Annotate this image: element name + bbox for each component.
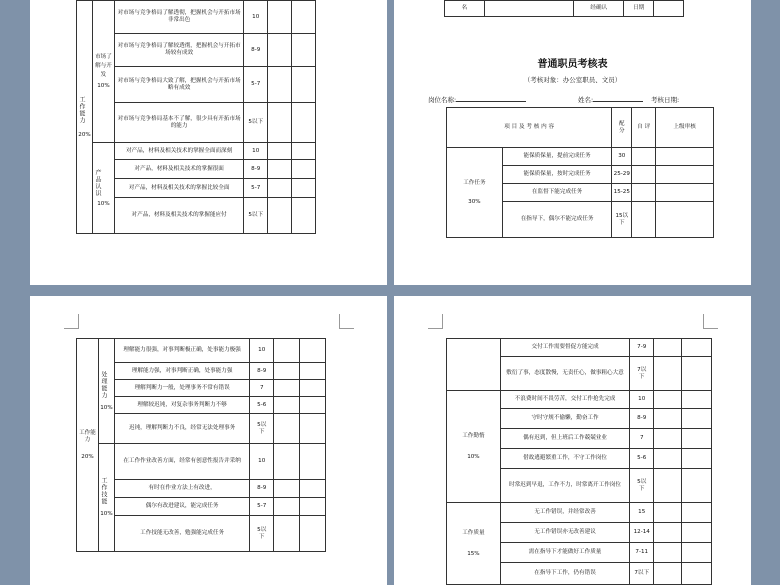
superior-review-cell[interactable]: [292, 67, 316, 103]
continuation-cell: [447, 339, 501, 391]
superior-review-cell[interactable]: [682, 429, 712, 449]
superior-review-cell[interactable]: [300, 380, 326, 397]
criteria-text: 对产品，材料及相关技术的掌握能应付: [114, 198, 243, 234]
superior-review-cell[interactable]: [292, 103, 316, 143]
superior-review-cell[interactable]: [682, 449, 712, 469]
crop-mark: [703, 314, 718, 329]
category-product: 产品认识 10%: [92, 143, 114, 234]
score-range: 15: [630, 503, 654, 523]
header-items: 项 目 及 考 核 内 容: [447, 108, 612, 148]
criteria-text: 在监督下能完成任务: [502, 184, 612, 202]
superior-review-cell[interactable]: [300, 444, 326, 480]
superior-review-cell[interactable]: [300, 480, 326, 498]
crop-mark: [339, 314, 354, 329]
date-value-cell[interactable]: [654, 1, 684, 17]
self-eval-cell[interactable]: [654, 523, 682, 543]
score-range: 8-9: [250, 363, 274, 380]
criteria-text: 对市场与竞争格局基本不了解，很少具有开拓市场的能力: [114, 103, 243, 143]
superior-review-cell[interactable]: [292, 160, 316, 179]
eval-date-line: [651, 95, 679, 104]
criteria-text: 在工作作业改善方面，经常有创意性报告并采纳: [114, 444, 249, 480]
self-eval-cell[interactable]: [654, 503, 682, 523]
self-eval-cell[interactable]: [632, 148, 656, 166]
superior-review-cell[interactable]: [292, 1, 316, 34]
score-range: 8-9: [630, 409, 654, 429]
criteria-text: 偶尔有改进建议，能完成任务: [114, 498, 249, 516]
superior-review-cell[interactable]: [682, 409, 712, 429]
score-range: 5-7: [244, 67, 268, 103]
header-score: 配分: [612, 108, 632, 148]
score-range: 5以下: [630, 469, 654, 503]
self-eval-cell[interactable]: [274, 498, 300, 516]
criteria-text: 理解判断力一般，处理事务不常有错误: [114, 380, 249, 397]
superior-review-cell[interactable]: [300, 339, 326, 363]
score-range: 10: [250, 444, 274, 480]
self-eval-cell[interactable]: [632, 184, 656, 202]
score-range: 5-7: [244, 179, 268, 198]
form-title: 普通职员考核表: [537, 59, 608, 70]
criteria-text: 对产品，材料及相关技术的掌握很面: [114, 160, 243, 179]
superior-review-cell[interactable]: [656, 184, 714, 202]
superior-review-cell[interactable]: [292, 179, 316, 198]
score-range: 5-7: [250, 498, 274, 516]
work-task-table: [446, 107, 714, 238]
document-page-2: [394, 0, 751, 285]
self-eval-cell[interactable]: [654, 357, 682, 391]
criteria-text: 需在指导下才能做好工作质量: [500, 543, 629, 563]
category-quality: 工作质量 15%: [447, 503, 501, 585]
self-eval-cell[interactable]: [654, 449, 682, 469]
criteria-text: 在指导下，偶尔不能完成任务: [502, 202, 612, 238]
self-eval-cell[interactable]: [632, 202, 656, 238]
name-label: 名: [445, 1, 485, 17]
criteria-text: 偶有迟到，但上班后工作兢兢业业: [500, 429, 629, 449]
criteria-text: 工作技能无改善，勉强能完成任务: [114, 516, 249, 552]
self-eval-cell[interactable]: [268, 67, 292, 103]
score-range: 5-6: [630, 449, 654, 469]
self-eval-cell[interactable]: [274, 380, 300, 397]
superior-review-cell[interactable]: [656, 148, 714, 166]
category-handling: 处理能力 10%: [98, 339, 114, 444]
superior-review-cell[interactable]: [682, 563, 712, 585]
document-page-4: [394, 296, 751, 585]
person-name-line: [578, 95, 643, 104]
criteria-text: 能保质保量，按时完成任务: [502, 166, 612, 184]
score-range: 15-25: [612, 184, 632, 202]
self-eval-cell[interactable]: [274, 397, 300, 414]
confirm-label: 经确认: [574, 1, 624, 17]
criteria-text: 守时守规不偷懒，勤奋工作: [500, 409, 629, 429]
self-eval-cell[interactable]: [268, 1, 292, 34]
superior-review-cell[interactable]: [300, 363, 326, 380]
self-eval-cell[interactable]: [274, 444, 300, 480]
criteria-text: 无工作错误亦无改善建议: [500, 523, 629, 543]
self-eval-cell[interactable]: [268, 143, 292, 160]
score-range: 12-14: [630, 523, 654, 543]
superior-review-cell[interactable]: [292, 34, 316, 67]
criteria-text: 敷衍了事，态度散慢，无责任心，做事粗心大意: [500, 357, 629, 391]
score-range: 10: [250, 339, 274, 363]
superior-review-cell[interactable]: [682, 357, 712, 391]
name-value-cell[interactable]: [484, 1, 574, 17]
person-name-label: 姓名:: [578, 96, 594, 104]
self-eval-cell[interactable]: [268, 179, 292, 198]
header-self-eval: 自 评: [632, 108, 656, 148]
criteria-text: 不浪费时间不畏劳苦，交付工作抢先完成: [500, 391, 629, 409]
self-eval-cell[interactable]: [654, 543, 682, 563]
self-eval-cell[interactable]: [654, 339, 682, 357]
self-eval-cell[interactable]: [274, 516, 300, 552]
superior-review-cell[interactable]: [682, 543, 712, 563]
form-subtitle: （考核对象：办公室职员、文员）: [523, 76, 622, 84]
self-eval-cell[interactable]: [274, 339, 300, 363]
score-range: 10: [244, 1, 268, 34]
score-range: 8-9: [244, 34, 268, 67]
header-superior: 上级审核: [656, 108, 714, 148]
self-eval-cell[interactable]: [268, 34, 292, 67]
score-range: 8-9: [244, 160, 268, 179]
self-eval-cell[interactable]: [268, 198, 292, 234]
criteria-text: 对产品，材料及相关技术的掌握全面而深刻: [114, 143, 243, 160]
score-range: 7: [630, 429, 654, 449]
score-range: 5以下: [250, 414, 274, 444]
superior-review-cell[interactable]: [300, 498, 326, 516]
score-range: 10: [244, 143, 268, 160]
score-range: 7以下: [630, 563, 654, 585]
score-range: 8-9: [250, 480, 274, 498]
superior-review-cell[interactable]: [656, 166, 714, 184]
post-name-field[interactable]: [456, 95, 526, 102]
attitude-quality-table: [446, 338, 712, 585]
ability-table-page3: [76, 338, 326, 552]
post-name-line: [428, 95, 526, 104]
document-page-1: [30, 0, 387, 285]
score-range: 15以下: [612, 202, 632, 238]
self-eval-cell[interactable]: [274, 480, 300, 498]
score-range: 25-29: [612, 166, 632, 184]
self-eval-cell[interactable]: [274, 414, 300, 444]
superior-review-cell[interactable]: [682, 469, 712, 503]
crop-mark: [428, 314, 443, 329]
superior-review-cell[interactable]: [682, 339, 712, 357]
superior-review-cell[interactable]: [656, 202, 714, 238]
score-range: 30: [612, 148, 632, 166]
criteria-text: 借故逃避繁重工作，不守工作岗位: [500, 449, 629, 469]
eval-date-label: 考核日期:: [651, 96, 680, 104]
score-range: 7以下: [630, 357, 654, 391]
superior-review-cell[interactable]: [292, 143, 316, 160]
category-improvement: 工作技能 10%: [98, 444, 114, 552]
superior-review-cell[interactable]: [300, 414, 326, 444]
score-range: 5以下: [244, 198, 268, 234]
ability-table-page1: [76, 0, 316, 234]
criteria-text: 对产品，材料及相关技术的掌握比较全面: [114, 179, 243, 198]
post-name-label: 岗位名称:: [428, 96, 457, 104]
self-eval-cell[interactable]: [632, 166, 656, 184]
score-range: 7: [250, 380, 274, 397]
criteria-text: 交付工作需要督促方能完成: [500, 339, 629, 357]
criteria-text: 能保质保量，提前完成任务: [502, 148, 612, 166]
category-market: 市场了解与开发 10%: [92, 1, 114, 143]
score-range: 5以下: [244, 103, 268, 143]
criteria-text: 理解较迟钝，对复杂事务判断力不够: [114, 397, 249, 414]
superior-review-cell[interactable]: [300, 516, 326, 552]
document-page-3: [30, 296, 387, 585]
criteria-text: 对市场与竞争格局了解透彻，把握机会与开拓市场非常出色: [114, 1, 243, 34]
superior-review-cell[interactable]: [682, 523, 712, 543]
category-work-task: 工作任务 30%: [447, 148, 503, 238]
score-range: 10: [630, 391, 654, 409]
criteria-text: 迟钝，理解判断力不良，经常无法处理事务: [114, 414, 249, 444]
criteria-text: 理解能力很强，对事判断极正确，处事能力极强: [114, 339, 249, 363]
signature-row-table: [444, 0, 684, 17]
criteria-text: 对市场与竞争格局了解较透彻，把握机会与开拓市场较有成效: [114, 34, 243, 67]
criteria-text: 时常迟到早退，工作不力，时常离开工作岗位: [500, 469, 629, 503]
category-work-ability: 工作能力 20%: [77, 1, 93, 234]
superior-review-cell[interactable]: [300, 397, 326, 414]
person-name-field[interactable]: [593, 95, 643, 102]
criteria-text: 在指导下工作，仍有错误: [500, 563, 629, 585]
self-eval-cell[interactable]: [654, 469, 682, 503]
self-eval-cell[interactable]: [268, 103, 292, 143]
category-attitude: 工作勤惰 10%: [447, 391, 501, 503]
criteria-text: 对市场与竞争格局大致了解，把握机会与开拓市场略有成效: [114, 67, 243, 103]
score-range: 5-6: [250, 397, 274, 414]
score-range: 5以下: [250, 516, 274, 552]
date-label: 日期: [624, 1, 654, 17]
crop-mark: [64, 314, 79, 329]
category-work-ability: 工作能力 20%: [77, 339, 99, 552]
self-eval-cell[interactable]: [654, 409, 682, 429]
self-eval-cell[interactable]: [274, 363, 300, 380]
self-eval-cell[interactable]: [654, 563, 682, 585]
self-eval-cell[interactable]: [268, 160, 292, 179]
self-eval-cell[interactable]: [654, 429, 682, 449]
superior-review-cell[interactable]: [682, 391, 712, 409]
criteria-text: 无工作错误，并经常改善: [500, 503, 629, 523]
score-range: 7-11: [630, 543, 654, 563]
criteria-text: 理解能力强，对事判断正确，处事能力强: [114, 363, 249, 380]
superior-review-cell[interactable]: [292, 198, 316, 234]
score-range: 7-9: [630, 339, 654, 357]
criteria-text: 有时在作业方法上有改进，: [114, 480, 249, 498]
superior-review-cell[interactable]: [682, 503, 712, 523]
self-eval-cell[interactable]: [654, 391, 682, 409]
